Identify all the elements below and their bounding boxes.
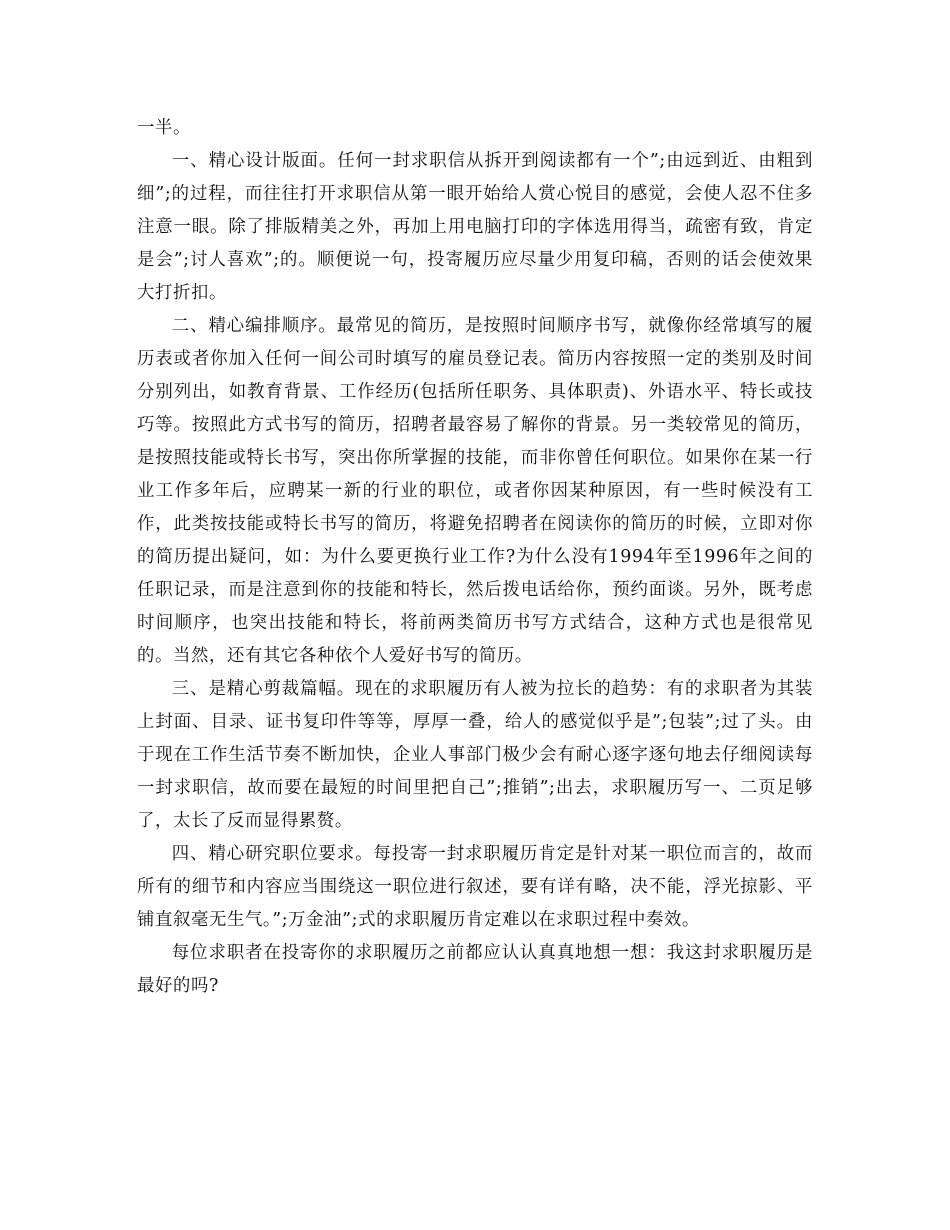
paragraph-continuation: 一半。 [137,118,191,138]
paragraph-length-trimming: 三、是精心剪裁篇幅。现在的求职履历有人被为拉长的趋势：有的求职者为其装上封面、目录、证书复印件等等，厚厚一叠，给人的感觉似乎是”;包装”;过了头。由于现在工作生活节奏不断加快，企业人事部门极少会有耐心逐字逐句地去仔细阅读每一封求职信，故而要在最短的时间里把自己”;推销”;出去，求职履历写一、二页足够了，太长了反而显得累赘。 [137,679,813,831]
paragraph-order-arrangement: 二、精心编排顺序。最常见的简历，是按照时间顺序书写，就像你经常填写的履历表或者你加入任何一间公司时填写的雇员登记表。简历内容按照一定的类别及时间分别列出，如教育背景、工作经历(包括所任职务、具体职责)、外语水平、特长或技巧等。按照此方式书写的简历，招聘者最容易了解你的背景。另一类较常见的简历，是按照技能或特长书写，突出你所掌握的技能，而非你曾任何职位。如果你在某一行业工作多年后，应聘某一新的行业的职位，或者你因某种原因，有一些时候没有工作，此类按技能或特长书写的简历，将避免招聘者在阅读你的简历的时候，立即对你的简历提出疑问，如：为什么要更换行业工作?为什么没有1994年至1996年之间的任职记录，而是注意到你的技能和特长，然后拨电话给你，预约面谈。另外，既考虑时间顺序，也突出技能和特长，将前两类简历书写方式结合，这种方式也是很常见的。当然，还有其它各种依个人爱好书写的简历。 [137,316,813,666]
paragraph-layout-design: 一、精心设计版面。任何一封求职信从拆开到阅读都有一个”;由远到近、由粗到细”;的过程，而往往打开求职信从第一眼开始给人赏心悦目的感觉，会使人忍不住多注意一眼。除了排版精美之外，再加上用电脑打印的字体选用得当，疏密有致，肯定是会”;讨人喜欢”;的。顺便说一句，投寄履历应尽量少用复印稿，否则的话会使效果大打折扣。 [137,151,813,303]
paragraph-closing-question: 每位求职者在投寄你的求职履历之前都应认认真真地想一想：我这封求职履历是最好的吗? [137,943,813,996]
document-page [137,112,813,1003]
paragraph-job-requirements: 四、精心研究职位要求。每投寄一封求职履历肯定是针对某一职位而言的，故而所有的细节和内容应当围绕这一职位进行叙述，要有详有略，决不能，浮光掠影、平铺直叙毫无生气。”;万金油”;式的求职履历肯定难以在求职过程中奏效。 [137,844,813,930]
